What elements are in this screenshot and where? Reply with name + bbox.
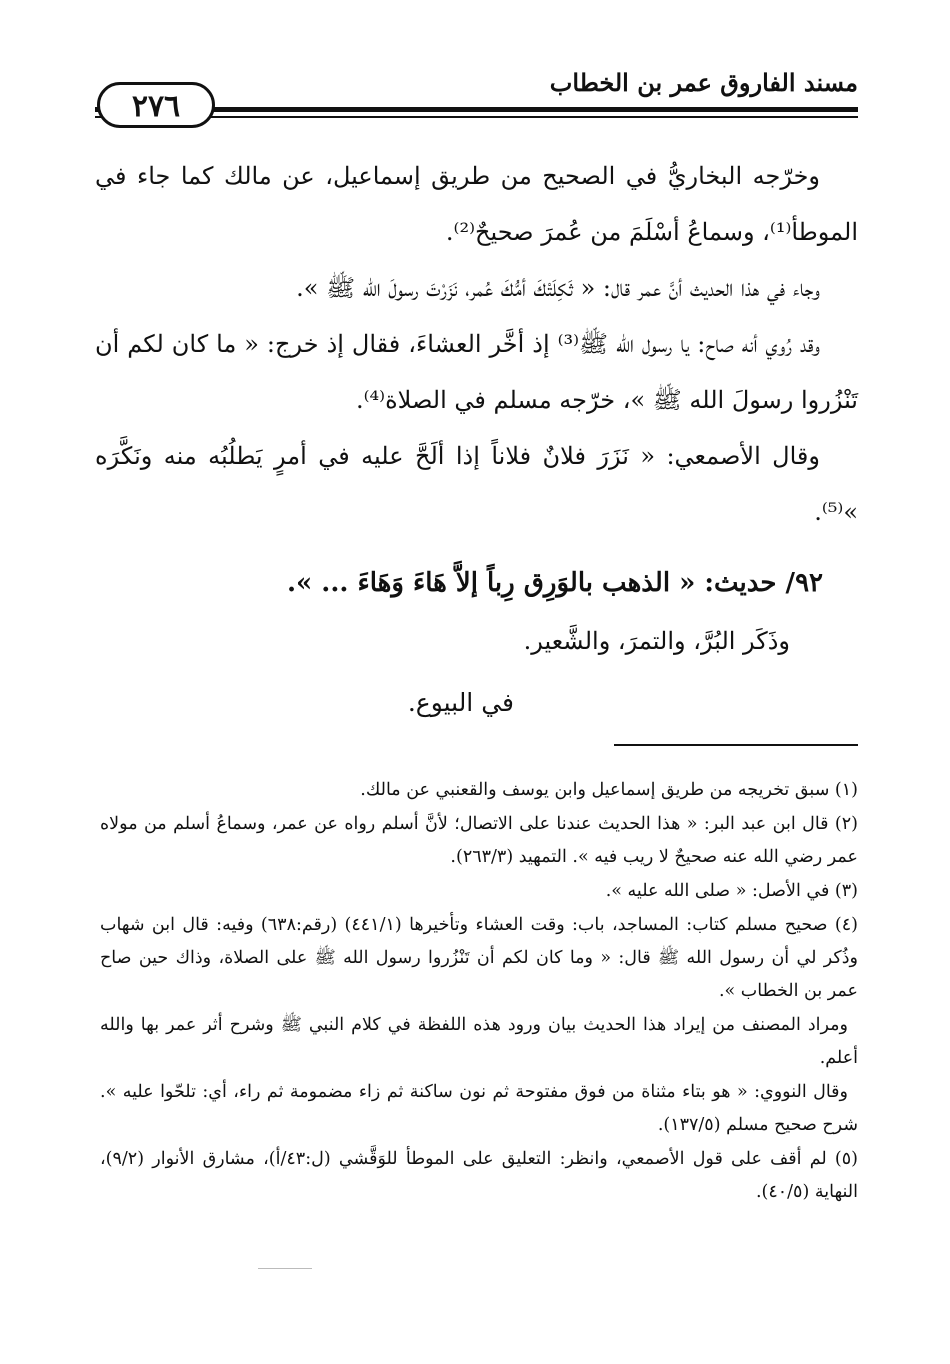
hadith-subtext: وذَكَر البُرَّ، والتمرَ، والشَّعير. (523, 627, 790, 655)
hadith-heading: ٩٢/ حديث: « الذهب بالوَرِق رِباً إلاَّ هَاءَ وَهَاءَ ... ». (286, 568, 823, 598)
footnote-3: (٣) في الأصل: « صلى الله عليه ». (605, 881, 858, 901)
running-title: مسند الفاروق عمر بن الخطاب (549, 68, 858, 97)
paragraph-2: وجاء في هذا الحديث أنَّ عمر قال: « ثَكِلَتْكَ أمُّكَ عُمر، نَزَرْتَ رسولَ الله ﷺ ». (296, 274, 820, 302)
footnote-4-commentary: ومراد المصنف من إيراد هذا الحديث بيان ورود هذه اللفظة في كلام النبي ﷺ وشرح أثر عمر بها والله أعلم. (100, 1015, 858, 1068)
paragraph-1: وخرّجه البخاريُّ في الصحيح من طريق إسماعيل، عن مالك كما جاء في الموطأ⁽¹⁾، وسماعُ أسْلَمَ من عُمرَ صحيحٌ⁽²⁾. (95, 162, 858, 246)
footnote-separator (614, 744, 858, 746)
page-number-badge: ٢٧٦ (97, 82, 215, 128)
footnote-5: (٥) لم أقف على قول الأصمعي، وانظر: التعليق على الموطأ للوَقَّشي (ل:٤٣/أ)، مشارق الأنوار (٩/٢)، النهاية (٤٠/٥). (100, 1149, 858, 1202)
paragraph-3: وقد رُوي أنه صاح: يا رسول الله ﷺ⁽³⁾ إذ أخَّر العشاءَ، فقال إذ خرج: « ما كان لكم أن تَنْزُروا رسولَ الله ﷺ »، خرّجه مسلم في الصلاة⁽⁴⁾. (95, 330, 858, 414)
paragraph-4: وقال الأصمعي: « نَزَرَ فلانٌ فلاناً إذا ألَحَّ عليه في أمرٍ يَطلُبُه منه ونَكَّرَه »⁽⁵⁾. (95, 442, 858, 526)
chapter-reference: في البيوع. (407, 688, 514, 717)
footnotes (100, 774, 858, 1210)
footnote-4: (٤) صحيح مسلم كتاب: المساجد، باب: وقت العشاء وتأخيرها (٤٤١/١) (رقم:٦٣٨) وفيه: قال ابن شهاب وذُكر لي أن رسول الله ﷺ قال: « وما كان لكم أن تَنْزُروا رسول الله ﷺ على الصلاة، وذاك حين صاح عمر بن الخطاب ». (100, 915, 858, 1001)
footnote-1: (١) سبق تخريجه من طريق إسماعيل وابن يوسف والقعنبي عن مالك. (360, 780, 858, 800)
footnote-4-nawawi: وقال النووي: « هو بتاء مثناة من فوق مفتوحة ثم نون ساكنة ثم زاء مضمومة ثم راء، أي: تلحّوا عليه ». شرح صحيح مسلم (١٣٧/٥). (100, 1082, 858, 1135)
footnote-2: (٢) قال ابن عبد البر: « هذا الحديث عندنا على الاتصال؛ لأنَّ أسلم رواه عن عمر، وسماعُ أسلم من مولاه عمر رضي الله عنه صحيحٌ لا ريب فيه ». التمهيد (٢٦٣/٣). (100, 814, 858, 867)
page-header (95, 62, 858, 124)
faint-scan-mark (258, 1268, 312, 1269)
main-text (95, 148, 858, 540)
